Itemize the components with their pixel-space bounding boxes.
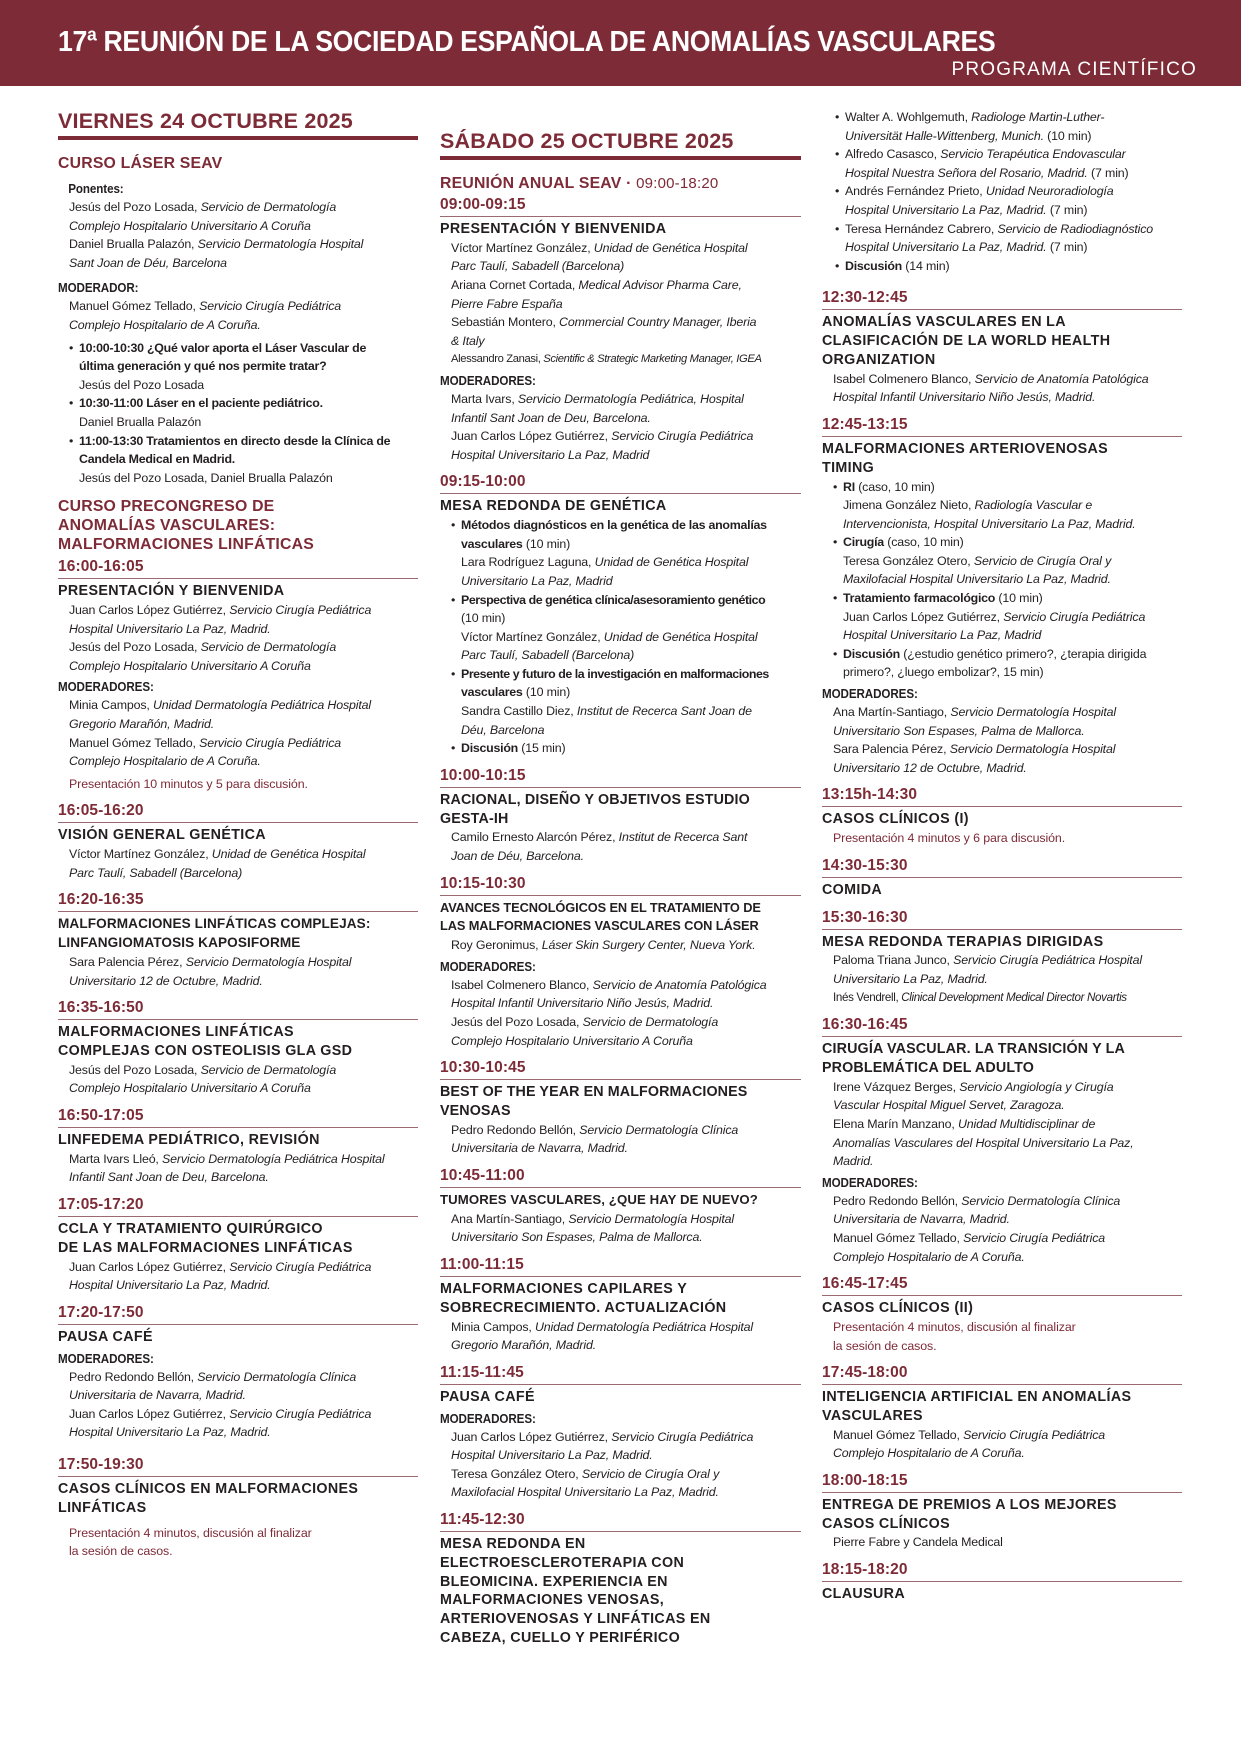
session-note: Presentación 4 minutos, discusión al finalizar la sesión de casos. (69, 1525, 312, 1559)
session-time: 15:30-16:30 (822, 909, 1182, 930)
session-block (58, 1107, 418, 1187)
session-title: MALFORMACIONES LINFÁTICAS COMPLEJAS: LINFANGIOMATOSIS KAPOSIFORME (58, 916, 371, 951)
avm-items (822, 478, 1182, 683)
session-block (822, 289, 1182, 407)
session-title: MALFORMACIONES LINFÁTICAS COMPLEJAS CON OSTEOLISIS GLA GSD (58, 1024, 353, 1060)
session-time: 11:15-11:45 (440, 1364, 801, 1385)
session-block (58, 1196, 418, 1295)
bleomycin-items (822, 108, 1182, 275)
session-block (440, 875, 801, 1051)
speaker: Juan Carlos López Gutiérrez, Servicio Cirugía Pediátrica Hospital Universitario La Paz, Madrid. (69, 1259, 372, 1293)
session-block (440, 1256, 801, 1355)
session-block (58, 558, 418, 793)
session-time: 16:00-16:05 (58, 558, 418, 579)
session-block (440, 1511, 801, 1648)
speaker: Manuel Gómez Tellado, Servicio Cirugía Pediátrica Complejo Hospitalario de A Coruña. (833, 1427, 1106, 1461)
session-title: CIRUGÍA VASCULAR. LA TRANSICIÓN Y LA PROBLEMÁTICA DEL ADULTO (822, 1041, 1125, 1076)
moderator: Manuel Gómez Tellado, Servicio Cirugía Pediátrica Complejo Hospitalario de A Coruña. (69, 299, 342, 332)
session-block (822, 857, 1182, 900)
speaker: Jesús del Pozo Losada, Servicio de Dermatología Complejo Hospitalario Universitario A Coruña (69, 640, 337, 673)
moderator: Juan Carlos López Gutiérrez, Servicio Cirugía Pediátrica Hospital Universitario La Paz, Madrid (451, 429, 754, 462)
speaker: Ariana Cornet Cortada, Medical Advisor Pharma Care, Pierre Fabre España (451, 277, 742, 311)
session-time: 18:00-18:15 (822, 1472, 1182, 1493)
speaker: Irene Vázquez Berges, Servicio Angiología y Cirugía Vascular Hospital Miguel Servet, Zaragoza. (833, 1079, 1114, 1113)
session-time: 16:05-16:20 (58, 802, 418, 823)
session-title: ANOMALÍAS VASCULARES EN LA CLASIFICACIÓN DE LA WORLD HEALTH ORGANIZATION (822, 314, 1111, 368)
session-block (58, 999, 418, 1098)
session-title: ENTREGA DE PREMIOS A LOS MEJORES CASOS CLÍNICOS (822, 1496, 1117, 1532)
talk-item: • 10:30-11:00 Láser en el paciente pediátrico. Daniel Brualla Palazón (69, 394, 418, 431)
session-time: 17:50-19:30 (58, 1456, 418, 1477)
talk-item: • Discusión (14 min) (835, 257, 1182, 276)
session-title: MESA REDONDA TERAPIAS DIRIGIDAS (822, 933, 1104, 950)
session-time: 16:30-16:45 (822, 1016, 1182, 1037)
speaker: Pedro Redondo Bellón, Servicio Dermatología Clínica Universitaria de Navarra, Madrid. (451, 1122, 739, 1156)
session-time: 18:15-18:20 (822, 1561, 1182, 1582)
moderator: Teresa González Otero, Servicio de Cirugía Oral y Maxilofacial Hospital Universitario La Paz, Madrid. (451, 1466, 720, 1500)
header-banner (0, 0, 1241, 86)
speaker: Jesús del Pozo Losada, Servicio de Dermatología Complejo Hospitalario Universitario A Coruña (69, 1062, 337, 1096)
session-time: 09:15-10:00 (440, 473, 801, 494)
session-time: 16:50-17:05 (58, 1107, 418, 1128)
session-time: 16:45-17:45 (822, 1275, 1182, 1296)
session-time: 10:45-11:00 (440, 1167, 801, 1188)
moderator: Marta Ivars, Servicio Dermatología Pediátrica, Hospital Infantil Sant Joan de Deu, Barcelona. (451, 391, 744, 425)
session-block (822, 416, 1182, 778)
session-block (822, 1016, 1182, 1266)
session-title: CASOS CLÍNICOS (II) (822, 1300, 974, 1317)
speaker: Alessandro Zanasi, Scientific & Strategic Marketing Manager, IGEA (451, 353, 762, 366)
session-time: 16:20-16:35 (58, 891, 418, 912)
session-title: MESA REDONDA EN ELECTROESCLEROTERAPIA CON BLEOMICINA. EXPERIENCIA EN MALFORMACIONES VENOSAS, ARTERIOVENOSAS Y LINFÁTICAS EN CABEZA, CUELLO Y PERIFÉRICO (440, 1535, 711, 1646)
moderator: Juan Carlos López Gutiérrez, Servicio Cirugía Pediátrica Hospital Universitario La Paz, Madrid. (451, 1429, 754, 1463)
session-block (822, 786, 1182, 847)
speaker: Inés Vendrell, Clinical Development Medical Director Novartis (833, 990, 1127, 1004)
session-block (440, 767, 801, 866)
speaker: Roy Geronimus, Láser Skin Surgery Center, Nueva York. (451, 938, 756, 953)
session-title: TUMORES VASCULARES, ¿QUE HAY DE NUEVO? (440, 1191, 758, 1207)
speaker: Camilo Ernesto Alarcón Pérez, Institut de Recerca Sant Joan de Déu, Barcelona. (451, 830, 748, 864)
speaker: Elena Marín Manzano, Unidad Multidisciplinar de Anomalías Vasculares del Hospital Universitario La Paz, Madrid. (833, 1116, 1134, 1169)
talk-item: • Perspectiva de genética clínica/asesoramiento genético (10 min) Víctor Martínez González, Unidad de Genética Hospital Parc Taulí, Sabadell (Barcelona) (451, 591, 801, 665)
talk-item: • 11:00-13:30 Tratamientos en directo desde la Clínica de Candela Medical en Madrid. Jesús del Pozo Losada, Daniel Brualla Palazón (69, 432, 418, 488)
session-block (822, 1275, 1182, 1355)
session-title: CLAUSURA (822, 1586, 906, 1603)
talk-item: • RI (caso, 10 min) Jimena González Nieto, Radiología Vascular e Intervencionista, Hospital Universitario La Paz, Madrid. (833, 478, 1182, 534)
speaker: Isabel Colmenero Blanco, Servicio de Anatomía Patológica Hospital Infantil Universitario Niño Jesús, Madrid. (833, 371, 1149, 405)
session-time: 11:45-12:30 (440, 1511, 801, 1532)
session-time: 17:20-17:50 (58, 1304, 418, 1325)
column-saturday-afternoon (822, 108, 1182, 1613)
session-title: PRESENTACIÓN Y BIENVENIDA (58, 583, 285, 600)
event-title: 17ª REUNIÓN DE LA SOCIEDAD ESPAÑOLA DE ANOMALÍAS VASCULARES (58, 26, 996, 58)
moderator: Minia Campos, Unidad Dermatología Pediátrica Hospital Gregorio Marañón, Madrid. (69, 698, 371, 732)
moderators-label: MODERADORES: (58, 1351, 154, 1366)
talk-item: • Presente y futuro de la investigación en malformaciones vasculares (10 min) Sandra Castillo Diez, Institut de Recerca Sant Joan de Déu, Barcelona (451, 665, 801, 739)
laser-talks-list (58, 339, 418, 488)
moderators-label: MODERADORES: (440, 959, 536, 974)
session-title: CCLA Y TRATAMIENTO QUIRÚRGICO DE LAS MALFORMACIONES LINFÁTICAS (58, 1220, 353, 1256)
column-friday (58, 108, 418, 1570)
session-title: AVANCES TECNOLÓGICOS EN EL TRATAMIENTO DE LAS MALFORMACIONES VASCULARES CON LÁSER (440, 899, 761, 934)
course-title-laser: CURSO LÁSER SEAV (58, 155, 223, 172)
session-block (58, 802, 418, 882)
moderator: Manuel Gómez Tellado, Servicio Cirugía Pediátrica Complejo Hospitalario de A Coruña. (69, 735, 342, 769)
session-title: PRESENTACIÓN Y BIENVENIDA (440, 221, 667, 237)
speaker: Minia Campos, Unidad Dermatología Pediátrica Hospital Gregorio Marañón, Madrid. (451, 1319, 753, 1353)
session-time: 10:15-10:30 (440, 875, 801, 896)
moderator: Jesús del Pozo Losada, Servicio de Dermatología Complejo Hospitalario Universitario A Coruña (451, 1015, 719, 1048)
session-time: 13:15h-14:30 (822, 786, 1182, 807)
session-title: CASOS CLÍNICOS EN MALFORMACIONES LINFÁTICAS (58, 1480, 359, 1516)
speaker: Daniel Brualla Palazón, Servicio Dermatología Hospital Sant Joan de Déu, Barcelona (69, 237, 364, 270)
session-note: Presentación 4 minutos, discusión al finalizar la sesión de casos. (833, 1319, 1076, 1353)
session-title: BEST OF THE YEAR EN MALFORMACIONES VENOSAS (440, 1084, 748, 1119)
session-block (440, 1167, 801, 1247)
session-title: COMIDA (822, 881, 883, 898)
session-block (822, 1561, 1182, 1604)
talk-item: • Cirugía (caso, 10 min) Teresa González Otero, Servicio de Cirugía Oral y Maxilofacial Hospital Universitario La Paz, Madrid. (833, 533, 1182, 589)
meeting-title: REUNIÓN ANUAL SEAV · 09:00-18:20 (440, 175, 719, 192)
talk-item: • Andrés Fernández Prieto, Unidad Neuroradiología Hospital Universitario La Paz, Madrid. (7 min) (835, 182, 1182, 219)
talk-item: • Tratamiento farmacológico (10 min) Juan Carlos López Gutiérrez, Servicio Cirugía Pediátrica Hospital Universitario La Paz, Madrid (833, 589, 1182, 645)
speaker: Víctor Martínez González, Unidad de Genética Hospital Parc Taulí, Sabadell (Barcelona) (69, 847, 366, 880)
moderators-label: MODERADORES: (440, 1411, 536, 1426)
speaker: Ana Martín-Santiago, Servicio Dermatología Hospital Universitario Son Espases, Palma de Mallorca. (451, 1211, 734, 1245)
session-title: MESA REDONDA DE GENÉTICA (440, 498, 667, 515)
session-block (440, 196, 801, 464)
session-time: 17:45-18:00 (822, 1364, 1182, 1385)
session-time: 12:30-12:45 (822, 289, 1182, 310)
session-title: MALFORMACIONES CAPILARES Y SOBRECRECIMIENTO. ACTUALIZACIÓN (440, 1280, 727, 1316)
column-saturday-morning (440, 128, 801, 1657)
session-block (58, 1456, 418, 1561)
talk-item: • Alfredo Casasco, Servicio Terapéutica Endovascular Hospital Nuestra Señora del Rosario, Madrid. (7 min) (835, 145, 1182, 182)
talk-item: • Métodos diagnósticos en la genética de las anomalías vasculares (10 min) Lara Rodríguez Laguna, Unidad de Genética Hospital Universitario La Paz, Madrid (451, 516, 801, 590)
moderator: Ana Martín-Santiago, Servicio Dermatología Hospital Universitario Son Espases, Palma de Mallorca. (833, 705, 1116, 738)
session-title: LINFEDEMA PEDIÁTRICO, REVISIÓN (58, 1132, 320, 1148)
session-note: Presentación 10 minutos y 5 para discusión. (69, 776, 308, 791)
session-time: 09:00-09:15 (440, 196, 801, 217)
session-time: 11:00-11:15 (440, 1256, 801, 1277)
moderator: Sara Palencia Pérez, Servicio Dermatología Hospital Universitario 12 de Octubre, Madrid. (833, 742, 1116, 775)
session-title: VISIÓN GENERAL GENÉTICA (58, 827, 266, 844)
speakers-label: Ponentes: (68, 182, 124, 196)
session-block (822, 909, 1182, 1008)
moderators-label: MODERADORES: (822, 687, 918, 702)
day-heading-saturday: SÁBADO 25 OCTUBRE 2025 (440, 128, 801, 160)
session-title: MALFORMACIONES ARTERIOVENOSAS TIMING (822, 440, 1109, 476)
course-title-precongress: CURSO PRECONGRESO DE ANOMALÍAS VASCULARES: MALFORMACIONES LINFÁTICAS (58, 498, 314, 554)
moderator: Manuel Gómez Tellado, Servicio Cirugía Pediátrica Complejo Hospitalario de A Coruña. (833, 1230, 1106, 1264)
session-note: Presentación 4 minutos y 6 para discusión. (833, 831, 1066, 846)
session-block (440, 1059, 801, 1158)
session-block (822, 1364, 1182, 1463)
session-block (440, 1364, 801, 1502)
session-title: CASOS CLÍNICOS (I) (822, 811, 969, 828)
sponsors: Pierre Fabre y Candela Medical (833, 1535, 1003, 1550)
session-title: PAUSA CAFÉ (440, 1388, 535, 1405)
talk-item: • Walter A. Wohlgemuth, Radiologe Martin-Luther- Universität Halle-Wittenberg, Munich. (10 min) (835, 108, 1182, 145)
speaker: Sebastián Montero, Commercial Country Manager, Iberia & Italy (451, 315, 757, 348)
talk-item: • Discusión (¿estudio genético primero?, ¿terapia dirigida primero?, ¿luego embolizar?, 15 min) (833, 645, 1182, 682)
talk-item: • 10:00-10:30 ¿Qué valor aporta el Láser Vascular de última generación y qué nos permite tratar? Jesús del Pozo Losada (69, 339, 418, 395)
session-block (58, 1304, 418, 1442)
talk-item: • Teresa Hernández Cabrero, Servicio de Radiodiagnóstico Hospital Universitario La Paz, Madrid. (7 min) (835, 220, 1182, 257)
session-time: 10:00-10:15 (440, 767, 801, 788)
session-block (58, 891, 418, 990)
session-time: 16:35-16:50 (58, 999, 418, 1020)
session-time: 10:30-10:45 (440, 1059, 801, 1080)
speaker: Marta Ivars Lleó, Servicio Dermatología Pediátrica Hospital Infantil Sant Joan de Deu, Barcelona. (69, 1151, 385, 1185)
speaker: Paloma Triana Junco, Servicio Cirugía Pediátrica Hospital Universitario La Paz, Madrid. (833, 953, 1142, 986)
session-title: RACIONAL, DISEÑO Y OBJETIVOS ESTUDIO GESTA-IH (440, 791, 750, 827)
session-time: 12:45-13:15 (822, 416, 1182, 437)
session-block (822, 1472, 1182, 1552)
day-heading-friday: VIERNES 24 OCTUBRE 2025 (58, 108, 418, 140)
session-title: PAUSA CAFÉ (58, 1328, 153, 1345)
speaker: Sara Palencia Pérez, Servicio Dermatología Hospital Universitario 12 de Octubre, Madrid. (69, 955, 352, 988)
moderator: Isabel Colmenero Blanco, Servicio de Anatomía Patológica Hospital Infantil Universitario Niño Jesús, Madrid. (451, 977, 767, 1011)
speaker: Víctor Martínez González, Unidad de Genética Hospital Parc Taulí, Sabadell (Barcelona) (451, 240, 748, 274)
moderators-label: MODERADORES: (822, 1175, 918, 1190)
moderator: Pedro Redondo Bellón, Servicio Dermatología Clínica Universitaria de Navarra, Madrid. (69, 1369, 357, 1403)
moderator: Pedro Redondo Bellón, Servicio Dermatología Clínica Universitaria de Navarra, Madrid. (833, 1193, 1121, 1227)
speaker: Jesús del Pozo Losada, Servicio de Dermatología Complejo Hospitalario Universitario A Coruña (69, 200, 337, 233)
moderators-label: MODERADORES: (58, 680, 154, 695)
program-subtitle: PROGRAMA CIENTÍFICO (951, 59, 1197, 80)
moderator-label: MODERADOR: (58, 281, 139, 296)
session-time: 17:05-17:20 (58, 1196, 418, 1217)
speaker: Juan Carlos López Gutiérrez, Servicio Cirugía Pediátrica Hospital Universitario La Paz, Madrid. (69, 603, 372, 636)
session-time: 14:30-15:30 (822, 857, 1182, 878)
genetics-items (440, 516, 801, 758)
session-block (440, 473, 801, 758)
session-title: INTELIGENCIA ARTIFICIAL EN ANOMALÍAS VASCULARES (822, 1389, 1132, 1424)
talk-item: • Discusión (15 min) (451, 739, 801, 758)
moderator: Juan Carlos López Gutiérrez, Servicio Cirugía Pediátrica Hospital Universitario La Paz, Madrid. (69, 1406, 372, 1440)
moderators-label: MODERADORES: (440, 373, 536, 388)
